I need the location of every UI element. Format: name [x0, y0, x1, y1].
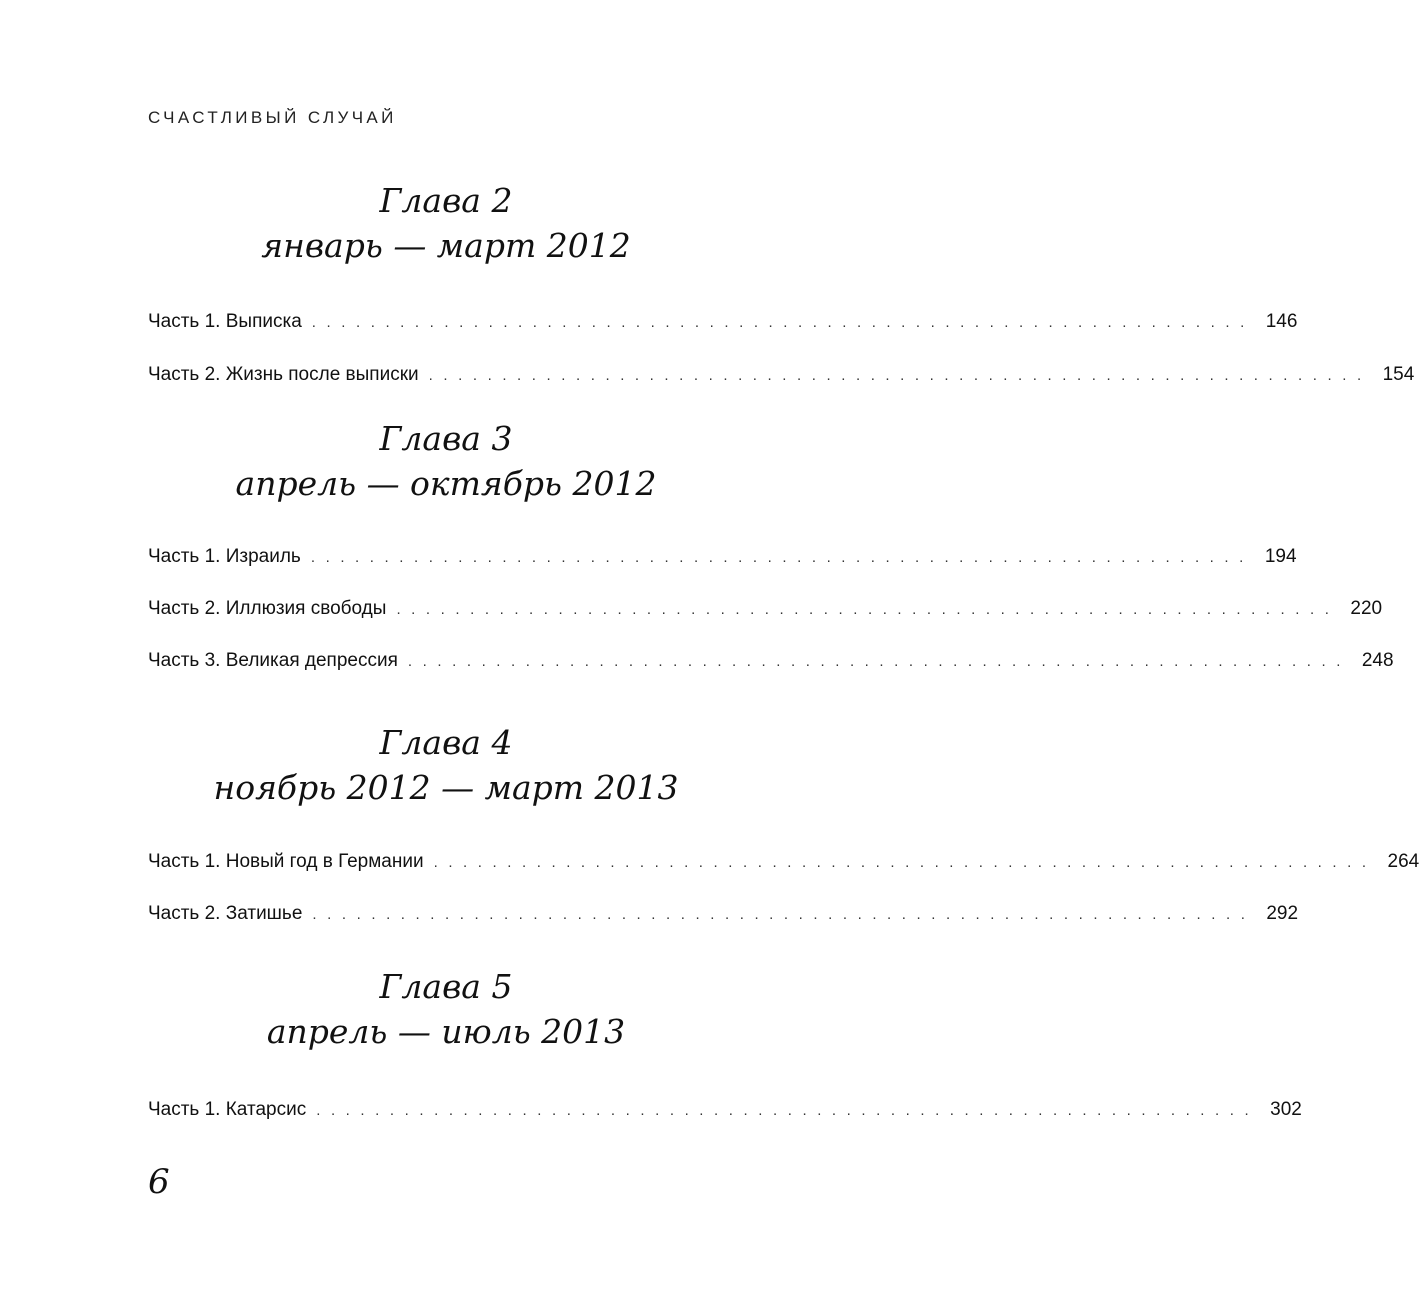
- chapter-title: Глава 2: [379, 181, 513, 220]
- toc-entry-label: Часть 1. Израиль: [148, 546, 301, 567]
- leader-dots: . . . . . . . . . . . . . . . . . . . . . . . . . . . . . . . . . . . . . . . . . . . . . . . . . . . . . . . . . . . . . . . .: [316, 1102, 1252, 1119]
- chapter-title: Глава 4: [379, 723, 513, 762]
- toc-entry-page: 154: [1382, 364, 1415, 385]
- toc-entry-label: Часть 1. Катарсис: [148, 1099, 307, 1120]
- chapter-dates: ноябрь 2012 — март 2013: [213, 768, 679, 807]
- leader-dots: . . . . . . . . . . . . . . . . . . . . . . . . . . . . . . . . . . . . . . . . . . . . . . . . . . . . . . . . . . . . . . . .: [407, 653, 1344, 670]
- chapter-title: Глава 5: [379, 967, 513, 1006]
- chapter-heading: [148, 418, 744, 505]
- leader-dots: . . . . . . . . . . . . . . . . . . . . . . . . . . . . . . . . . . . . . . . . . . . . . . . . . . . . . . . . . . . . . . . .: [396, 601, 1333, 618]
- toc-entry[interactable]: [148, 362, 1415, 388]
- chapter-heading: [148, 966, 744, 1053]
- toc-entry[interactable]: [148, 596, 1383, 622]
- toc-entry-label: Часть 1. Выписка: [148, 311, 302, 332]
- chapter-heading: [148, 180, 744, 267]
- toc-entry[interactable]: [148, 309, 1298, 335]
- toc-entry-page: 264: [1387, 851, 1419, 872]
- page-number: 6: [148, 1162, 170, 1202]
- running-head: СЧАСТЛИВЫЙ СЛУЧАЙ: [148, 108, 397, 127]
- leader-dots: . . . . . . . . . . . . . . . . . . . . . . . . . . . . . . . . . . . . . . . . . . . . . . . . . . . . . . . . . . . . . . . .: [311, 314, 1248, 331]
- toc-entry[interactable]: [148, 849, 1419, 875]
- leader-dots: . . . . . . . . . . . . . . . . . . . . . . . . . . . . . . . . . . . . . . . . . . . . . . . . . . . . . . . . . . . . . . . .: [312, 906, 1249, 923]
- toc-entry[interactable]: [148, 648, 1394, 674]
- toc-entry-label: Часть 1. Новый год в Германии: [148, 851, 424, 872]
- toc-entry-page: 302: [1270, 1099, 1302, 1120]
- toc-entry[interactable]: [148, 1097, 1302, 1123]
- toc-entry[interactable]: [148, 901, 1299, 927]
- leader-dots: . . . . . . . . . . . . . . . . . . . . . . . . . . . . . . . . . . . . . . . . . . . . . . . . . . . . . . . . . . . . . . . .: [433, 854, 1370, 871]
- chapter-heading: [148, 722, 744, 809]
- toc-entry[interactable]: [148, 544, 1297, 570]
- leader-dots: . . . . . . . . . . . . . . . . . . . . . . . . . . . . . . . . . . . . . . . . . . . . . . . . . . . . . . . . . . . . . . . .: [310, 549, 1247, 566]
- toc-entry-page: 220: [1350, 598, 1383, 619]
- chapter-dates: апрель — октябрь 2012: [235, 464, 657, 503]
- toc-entry-page: 248: [1361, 650, 1394, 671]
- chapter-title: Глава 3: [379, 419, 513, 458]
- leader-dots: . . . . . . . . . . . . . . . . . . . . . . . . . . . . . . . . . . . . . . . . . . . . . . . . . . . . . . . . . . . . . . . .: [428, 367, 1365, 384]
- toc-entry-label: Часть 2. Иллюзия свободы: [148, 598, 387, 619]
- toc-entry-page: 292: [1266, 903, 1299, 924]
- toc-entry-label: Часть 2. Жизнь после выписки: [148, 364, 419, 385]
- toc-entry-page: 146: [1265, 311, 1298, 332]
- toc-entry-label: Часть 3. Великая депрессия: [148, 650, 398, 671]
- toc-entry-label: Часть 2. Затишье: [148, 903, 303, 924]
- toc-entry-page: 194: [1264, 546, 1297, 567]
- chapter-dates: январь — март 2012: [261, 226, 631, 265]
- chapter-dates: апрель — июль 2013: [266, 1012, 626, 1051]
